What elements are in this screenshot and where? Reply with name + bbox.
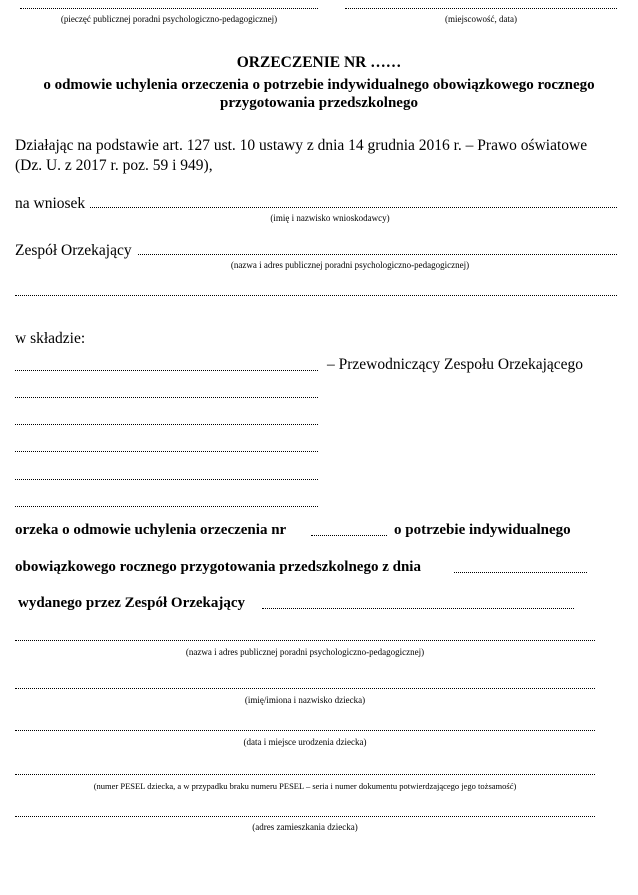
applicant-caption: (imię i nazwisko wnioskodawcy) [270, 213, 390, 223]
stamp-line[interactable] [20, 8, 318, 9]
issuing-team-field[interactable] [262, 608, 574, 609]
document-subtitle-line2: przygotowania przedszkolnego [220, 95, 418, 111]
composition-label: w składzie: [15, 330, 86, 347]
applicant-label: na wniosek [15, 195, 86, 212]
legal-basis-line1: Działając na podstawie art. 127 ust. 10 ustawy z dnia 14 grudnia 2016 r. – Prawo oświatowe [15, 137, 588, 154]
clinic-name-caption: (nazwa i adres publicznej poradni psychologiczno-pedagogicznej) [185, 647, 425, 657]
member-field-5[interactable] [15, 506, 318, 507]
member-field-1[interactable] [15, 397, 318, 398]
team-label: Zespół Orzekający [15, 242, 132, 259]
member-field-4[interactable] [15, 479, 318, 480]
place-date-line[interactable] [345, 8, 617, 9]
member-field-3[interactable] [15, 451, 318, 452]
child-name-field[interactable] [15, 688, 595, 689]
chair-field[interactable] [15, 370, 318, 371]
clinic-name-field[interactable] [15, 640, 595, 641]
team-field[interactable] [138, 254, 617, 255]
document-title: ORZECZENIE NR …… [236, 54, 402, 71]
decision-line1b: o potrzebie indywidualnego [394, 522, 571, 538]
legal-basis-line2: (Dz. U. z 2017 r. poz. 59 i 949), [15, 157, 213, 174]
decision-line2: obowiązkowego rocznego przygotowania przedszkolnego z dnia [15, 559, 421, 575]
place-date-caption: (miejscowość, data) [445, 14, 517, 24]
stamp-caption: (pieczęć publicznej poradni psychologiczno-pedagogicznej) [60, 14, 278, 24]
decision-line1a: orzeka o odmowie uchylenia orzeczenia nr [15, 522, 287, 538]
chair-role: – Przewodniczący Zespołu Orzekającego [327, 356, 584, 373]
decision-number-field[interactable] [311, 535, 387, 536]
member-field-2[interactable] [15, 424, 318, 425]
decision-date-field[interactable] [454, 572, 587, 573]
address-caption: (adres zamieszkania dziecka) [252, 822, 358, 832]
pesel-field[interactable] [15, 774, 595, 775]
birth-caption: (data i miejsce urodzenia dziecka) [243, 737, 367, 747]
applicant-field[interactable] [90, 207, 617, 208]
address-field[interactable] [15, 816, 595, 817]
birth-field[interactable] [15, 730, 595, 731]
team-field-2[interactable] [15, 295, 617, 296]
child-name-caption: (imię/imiona i nazwisko dziecka) [244, 695, 366, 705]
team-caption: (nazwa i adres publicznej poradni psychologiczno-pedagogicznej) [230, 260, 470, 270]
document-subtitle-line1: o odmowie uchylenia orzeczenia o potrzebie indywidualnego obowiązkowego rocznego [43, 77, 595, 93]
pesel-caption: (numer PESEL dziecka, a w przypadku braku numeru PESEL – seria i numer dokumentu potwierdzającego jego tożsamość) [93, 781, 517, 791]
decision-line3: wydanego przez Zespół Orzekający [18, 595, 246, 611]
